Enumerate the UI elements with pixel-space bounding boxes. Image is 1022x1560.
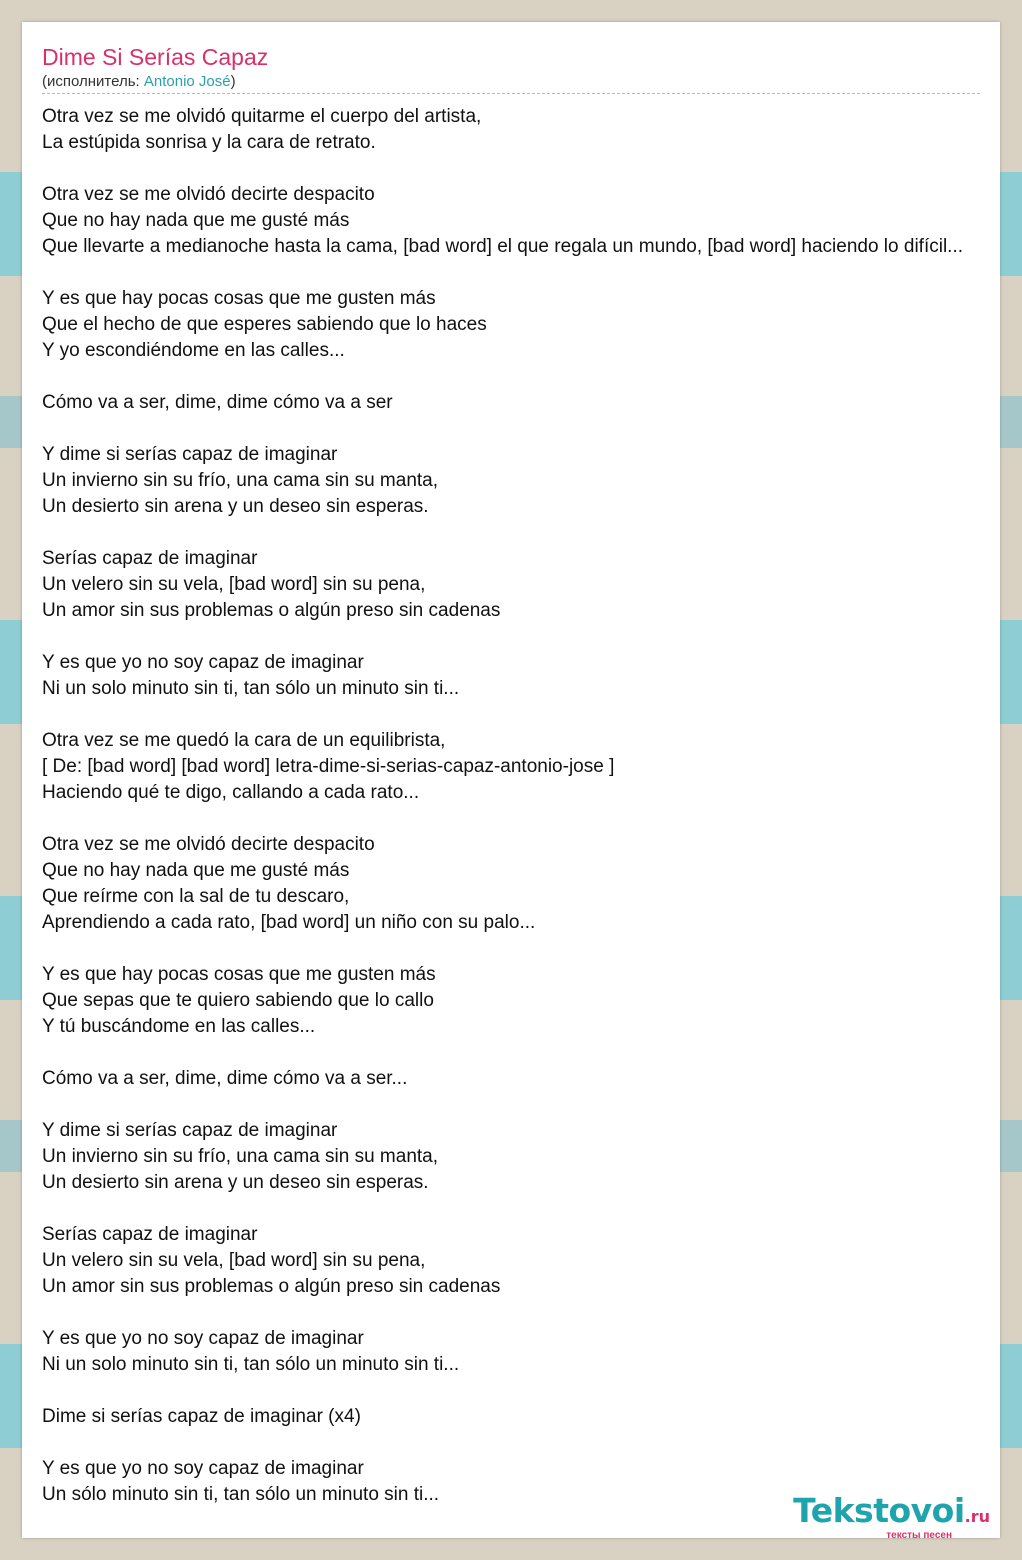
lyric-line: Que el hecho de que esperes sabiendo que lo haces (42, 314, 487, 335)
lyric-line: Que reírme con la sal de tu descaro, (42, 886, 350, 907)
lyrics-text (42, 104, 1000, 1508)
lyric-stanza-break (42, 624, 1000, 650)
lyric-stanza-break (42, 520, 1000, 546)
lyric-stanza-break (42, 1196, 1000, 1222)
lyric-line: Serías capaz de imaginar (42, 548, 258, 569)
lyric-line: Que no hay nada que me gusté más (42, 210, 350, 231)
site-logo[interactable] (793, 1491, 990, 1538)
lyric-line: Otra vez se me quedó la cara de un equilibrista, (42, 730, 446, 751)
lyric-stanza-break (42, 364, 1000, 390)
lyric-line: Ni un solo minuto sin ti, tan sólo un minuto sin ti... (42, 678, 460, 699)
byline-prefix: (исполнитель: (42, 73, 144, 90)
lyric-line: Un amor sin sus problemas o algún preso sin cadenas (42, 600, 501, 621)
lyric-line: Dime si serías capaz de imaginar (x4) (42, 1406, 361, 1427)
song-header (42, 42, 980, 94)
lyric-line: [ De: [bad word] [bad word] letra-dime-si-serias-capaz-antonio-jose ] (42, 756, 615, 777)
lyric-line: Y dime si serías capaz de imaginar (42, 1120, 338, 1141)
lyric-line: Un invierno sin su frío, una cama sin su manta, (42, 1146, 439, 1167)
lyric-line: Aprendiendo a cada rato, [bad word] un niño con su palo... (42, 912, 536, 933)
lyric-stanza-break (42, 156, 1000, 182)
lyric-stanza-break (42, 1430, 1000, 1456)
artist-byline (42, 72, 980, 92)
lyric-stanza-break (42, 1092, 1000, 1118)
byline-suffix: ) (230, 73, 236, 90)
lyric-line: Otra vez se me olvidó decirte despacito (42, 834, 375, 855)
lyrics-card (22, 22, 1000, 1538)
lyric-stanza-break (42, 416, 1000, 442)
song-title: Dime Si Serías Capaz (42, 44, 269, 70)
lyric-stanza-break (42, 702, 1000, 728)
lyric-line: Haciendo qué te digo, callando a cada rato... (42, 782, 420, 803)
lyric-line: Que no hay nada que me gusté más (42, 860, 350, 881)
logo-tld: .ru (964, 1507, 990, 1526)
lyric-line: Que sepas que te quiero sabiendo que lo callo (42, 990, 434, 1011)
lyric-line: Y dime si serías capaz de imaginar (42, 444, 338, 465)
lyric-line: Y tú buscándome en las calles... (42, 1016, 316, 1037)
lyric-line: Serías capaz de imaginar (42, 1224, 258, 1245)
lyric-stanza-break (42, 936, 1000, 962)
lyric-stanza-break (42, 1378, 1000, 1404)
lyric-line: Cómo va a ser, dime, dime cómo va a ser... (42, 1068, 408, 1089)
logo-wordmark (793, 1491, 990, 1534)
lyric-line: Un desierto sin arena y un deseo sin esperas. (42, 1172, 429, 1193)
lyric-line: Y es que yo no soy capaz de imaginar (42, 1458, 364, 1479)
lyric-line: Otra vez se me olvidó decirte despacito (42, 184, 375, 205)
lyric-stanza-break (42, 260, 1000, 286)
lyric-line: Y es que hay pocas cosas que me gusten más (42, 964, 436, 985)
lyric-line: Ni un solo minuto sin ti, tan sólo un minuto sin ti... (42, 1354, 460, 1375)
lyric-line: Otra vez se me olvidó quitarme el cuerpo del artista, (42, 106, 482, 127)
lyric-line: Que llevarte a medianoche hasta la cama, [bad word] el que regala un mundo, [bad word] haciendo lo difícil... (42, 236, 963, 257)
lyric-line: La estúpida sonrisa y la cara de retrato. (42, 132, 376, 153)
lyric-line: Y es que yo no soy capaz de imaginar (42, 652, 364, 673)
lyric-line: Un sólo minuto sin ti, tan sólo un minuto sin ti... (42, 1484, 440, 1505)
logo-name: Tekstovoi (793, 1491, 965, 1530)
lyric-line: Un velero sin su vela, [bad word] sin su pena, (42, 1250, 426, 1271)
artist-link[interactable]: Antonio José (143, 73, 231, 90)
lyric-line: Un invierno sin su frío, una cama sin su manta, (42, 470, 439, 491)
lyric-line: Y es que hay pocas cosas que me gusten más (42, 288, 436, 309)
logo-tagline: тексты песен (886, 1530, 952, 1538)
lyric-stanza-break (42, 1040, 1000, 1066)
lyric-line: Cómo va a ser, dime, dime cómo va a ser (42, 392, 393, 413)
lyric-line: Y yo escondiéndome en las calles... (42, 340, 345, 361)
lyric-stanza-break (42, 1300, 1000, 1326)
lyric-line: Y es que yo no soy capaz de imaginar (42, 1328, 364, 1349)
lyric-line: Un amor sin sus problemas o algún preso sin cadenas (42, 1276, 501, 1297)
lyric-stanza-break (42, 806, 1000, 832)
lyric-line: Un desierto sin arena y un deseo sin esperas. (42, 496, 429, 517)
lyric-line: Un velero sin su vela, [bad word] sin su pena, (42, 574, 426, 595)
